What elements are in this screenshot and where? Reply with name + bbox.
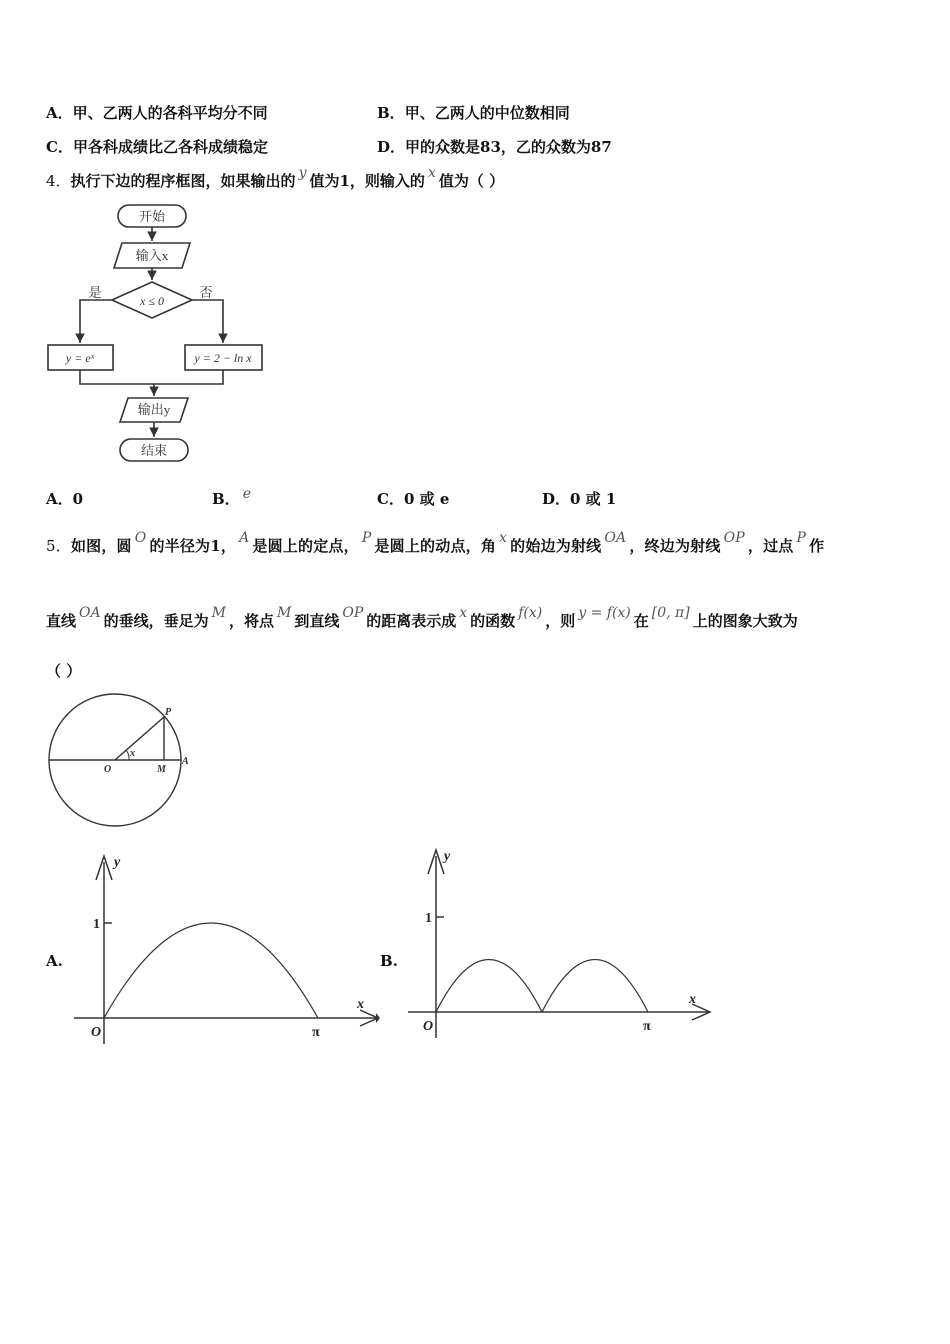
flow-left-box-label: y = eˣ — [65, 351, 95, 365]
graph-b-origin-label: O — [423, 1019, 434, 1034]
graph-b-pi-label: π — [643, 1019, 651, 1034]
flow-output-label: 输出y — [137, 402, 171, 417]
q4-stem: 4．执行下边的程序框图，如果输出的 y 值为1，则输入的 x 值为（ ） — [46, 165, 505, 190]
flow-condition-label: x ≤ 0 — [140, 294, 164, 308]
graph-b-curve-left — [436, 960, 542, 1013]
q4-option-c: C．0 或 e — [377, 490, 450, 508]
flow-yes-label: 是 — [88, 285, 102, 300]
q3-option-a: A．甲、乙两人的各科平均分不同 — [46, 104, 268, 122]
graph-b-option-label: B. — [380, 952, 398, 970]
angle-x-label: x — [130, 748, 135, 759]
graph-a — [64, 848, 384, 1048]
angle-arc — [126, 750, 129, 760]
graph-b-x-label: x — [689, 992, 696, 1007]
graph-b-one-label: 1 — [425, 911, 432, 926]
q4-option-a: A．0 — [46, 490, 84, 508]
graph-b-curve-right — [542, 960, 648, 1013]
graph-a-curve — [104, 923, 318, 1018]
point-p-label: P — [165, 707, 172, 718]
graph-b — [400, 842, 716, 1042]
graph-a-x-label: x — [357, 997, 364, 1012]
graph-a-one-label: 1 — [93, 917, 100, 932]
q5-stem-line2: 直线 OA 的垂线，垂足为 M ，将点 M 到直线 OP 的距离表示成 x 的函数 f(x) ，则 y = f(x) 在 [0, π] 上的图象大致为 — [46, 605, 798, 630]
q3-option-d: D．甲的众数是83，乙的众数为87 — [377, 138, 612, 156]
q4-flowchart — [40, 198, 280, 470]
q5-circle-figure — [44, 688, 194, 833]
point-a-label: A — [182, 756, 189, 767]
q4-option-d: D．0 或 1 — [542, 490, 617, 508]
flow-right-box-label: y = 2 − ln x — [194, 351, 252, 365]
graph-a-origin-label: O — [91, 1025, 102, 1040]
flow-start-label: 开始 — [138, 209, 166, 224]
ray-op — [115, 717, 164, 760]
q3-option-c: C．甲各科成绩比乙各科成绩稳定 — [46, 138, 268, 156]
point-o-label: O — [104, 764, 112, 775]
flow-input-label: 输入x — [135, 248, 169, 263]
q5-answer-paren: （ ） — [46, 662, 82, 680]
graph-a-y-label: y — [114, 855, 121, 870]
graph-a-option-label: A. — [46, 952, 63, 970]
q4-option-b: B． e — [212, 486, 251, 508]
flow-no-label: 否 — [199, 285, 213, 300]
point-m-label: M — [157, 764, 166, 775]
graph-a-pi-label: π — [312, 1025, 320, 1040]
graph-b-y-label: y — [444, 849, 451, 864]
q5-stem-line1: 5．如图，圆 O 的半径为1， A 是圆上的定点， P 是圆上的动点，角 x 的始边为射线 OA ，终边为射线 OP ，过点 P 作 — [46, 530, 825, 555]
flow-end-label: 结束 — [140, 443, 168, 458]
q3-option-b: B．甲、乙两人的中位数相同 — [377, 104, 570, 122]
